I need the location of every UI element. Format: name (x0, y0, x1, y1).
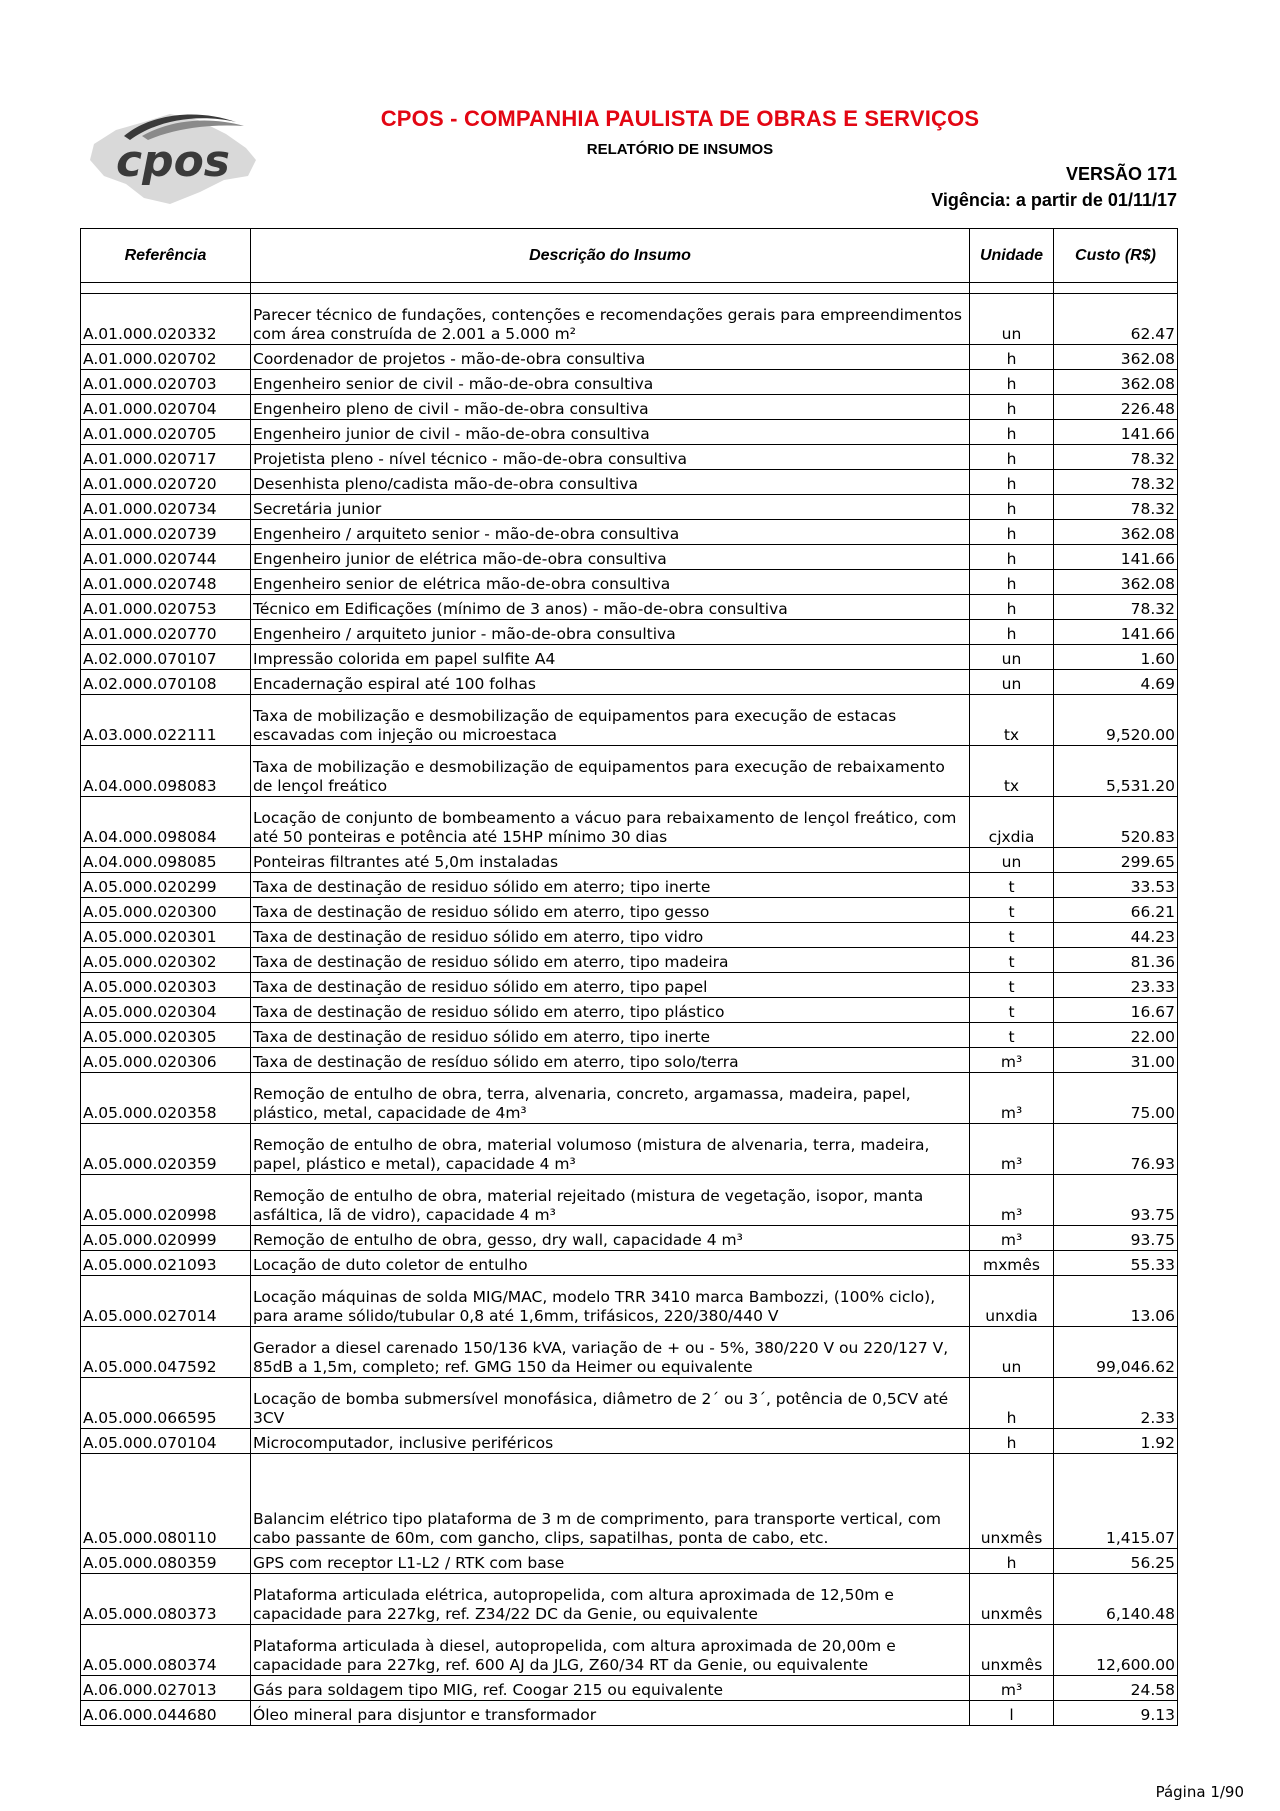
cell-descricao: Parecer técnico de fundações, contenções e recomendações gerais para empreendimentos com área construída de 2.001 a 5.000 m² (251, 294, 970, 345)
table-row (81, 1175, 1178, 1226)
cell-unidade: t (970, 923, 1054, 948)
table-row (81, 923, 1178, 948)
cell-descricao: GPS com receptor L1-L2 / RTK com base (251, 1549, 970, 1574)
table-row (81, 1676, 1178, 1701)
cell-unidade: un (970, 645, 1054, 670)
table-row (81, 998, 1178, 1023)
table-row (81, 395, 1178, 420)
cell-custo: 362.08 (1054, 520, 1178, 545)
cell-custo: 78.32 (1054, 595, 1178, 620)
cell-descricao: Desenhista pleno/cadista mão-de-obra consultiva (251, 470, 970, 495)
cell-custo: 141.66 (1054, 420, 1178, 445)
cell-custo: 22.00 (1054, 1023, 1178, 1048)
cell-referencia: A.01.000.020717 (81, 445, 251, 470)
cell-custo: 33.53 (1054, 873, 1178, 898)
cell-descricao: Plataforma articulada à diesel, autopropelida, com altura aproximada de 20,00m e capacidade para 227kg, ref. 600 AJ da JLG, Z60/34 RT da Genie, ou equivalente (251, 1625, 970, 1676)
cell-descricao: Taxa de destinação de residuo sólido em aterro, tipo papel (251, 973, 970, 998)
cell-descricao: Taxa de mobilização e desmobilização de equipamentos para execução de estacas escavadas com injeção ou microestaca (251, 695, 970, 746)
cell-referencia: A.05.000.020299 (81, 873, 251, 898)
table-row (81, 1574, 1178, 1625)
cell-unidade: tx (970, 695, 1054, 746)
cell-unidade: t (970, 873, 1054, 898)
header-referencia: Referência (81, 229, 251, 283)
cell-descricao: Coordenador de projetos - mão-de-obra consultiva (251, 345, 970, 370)
cell-unidade: t (970, 948, 1054, 973)
cell-custo: 13.06 (1054, 1276, 1178, 1327)
cell-custo: 76.93 (1054, 1124, 1178, 1175)
cell-custo: 1.92 (1054, 1429, 1178, 1454)
table-row (81, 898, 1178, 923)
cell-referencia: A.03.000.022111 (81, 695, 251, 746)
cell-unidade: h (970, 420, 1054, 445)
cell-unidade: h (970, 370, 1054, 395)
cell-descricao: Engenheiro senior de civil - mão-de-obra consultiva (251, 370, 970, 395)
cell-descricao: Plataforma articulada elétrica, autopropelida, com altura aproximada de 12,50m e capacidade para 227kg, ref. Z34/22 DC da Genie, ou equivalente (251, 1574, 970, 1625)
cell-custo: 62.47 (1054, 294, 1178, 345)
cell-descricao: Técnico em Edificações (mínimo de 3 anos) - mão-de-obra consultiva (251, 595, 970, 620)
cell-descricao: Locação de duto coletor de entulho (251, 1251, 970, 1276)
cell-descricao: Taxa de destinação de residuo sólido em aterro; tipo inerte (251, 873, 970, 898)
cell-unidade: t (970, 973, 1054, 998)
cpos-logo-wordmark: cpos (116, 136, 230, 187)
cell-descricao: Projetista pleno - nível técnico - mão-de-obra consultiva (251, 445, 970, 470)
cell-custo: 520.83 (1054, 797, 1178, 848)
table-row (81, 1251, 1178, 1276)
cell-unidade: h (970, 445, 1054, 470)
cell-referencia: A.05.000.020998 (81, 1175, 251, 1226)
cell-custo: 78.32 (1054, 445, 1178, 470)
cell-custo: 16.67 (1054, 998, 1178, 1023)
cell-referencia: A.05.000.020359 (81, 1124, 251, 1175)
cell-descricao: Engenheiro / arquiteto junior - mão-de-obra consultiva (251, 620, 970, 645)
table-row (81, 1023, 1178, 1048)
cell-unidade: h (970, 1378, 1054, 1429)
cell-unidade: l (970, 1701, 1054, 1726)
cell-descricao: Remoção de entulho de obra, gesso, dry wall, capacidade 4 m³ (251, 1226, 970, 1251)
cell-descricao: Locação de conjunto de bombeamento a vácuo para rebaixamento de lençol freático, com até 50 ponteiras e potência até 15HP mínimo 30 dias (251, 797, 970, 848)
cell-unidade: tx (970, 746, 1054, 797)
cell-unidade: h (970, 520, 1054, 545)
cell-unidade: h (970, 345, 1054, 370)
cell-unidade: h (970, 570, 1054, 595)
cell-unidade: unxmês (970, 1625, 1054, 1676)
cell-unidade: unxmês (970, 1454, 1054, 1549)
cell-custo: 2.33 (1054, 1378, 1178, 1429)
cell-descricao: Taxa de destinação de residuo sólido em aterro, tipo plástico (251, 998, 970, 1023)
spacer-cell (970, 283, 1054, 294)
table-row (81, 1701, 1178, 1726)
cell-unidade: unxdia (970, 1276, 1054, 1327)
cell-unidade: h (970, 595, 1054, 620)
cell-referencia: A.05.000.020303 (81, 973, 251, 998)
cell-referencia: A.04.000.098084 (81, 797, 251, 848)
cell-custo: 6,140.48 (1054, 1574, 1178, 1625)
cell-unidade: h (970, 1549, 1054, 1574)
cell-unidade: h (970, 620, 1054, 645)
cell-referencia: A.01.000.020770 (81, 620, 251, 645)
cpos-logo (86, 100, 258, 208)
table-row (81, 1048, 1178, 1073)
cell-referencia: A.01.000.020739 (81, 520, 251, 545)
cell-referencia: A.05.000.020358 (81, 1073, 251, 1124)
cell-descricao: Locação de bomba submersível monofásica, diâmetro de 2´ ou 3´, potência de 0,5CV até 3CV (251, 1378, 970, 1429)
cell-custo: 362.08 (1054, 370, 1178, 395)
cell-custo: 55.33 (1054, 1251, 1178, 1276)
cell-referencia: A.01.000.020704 (81, 395, 251, 420)
table-row (81, 294, 1178, 345)
cell-custo: 1.60 (1054, 645, 1178, 670)
cell-referencia: A.01.000.020753 (81, 595, 251, 620)
cell-referencia: A.02.000.070107 (81, 645, 251, 670)
cell-custo: 31.00 (1054, 1048, 1178, 1073)
cell-descricao: Taxa de destinação de residuo sólido em aterro, tipo madeira (251, 948, 970, 973)
cell-referencia: A.05.000.070104 (81, 1429, 251, 1454)
cell-unidade: cjxdia (970, 797, 1054, 848)
cell-referencia: A.05.000.020302 (81, 948, 251, 973)
report-subtitle: RELATÓRIO DE INSUMOS (586, 141, 774, 158)
validity-label: Vigência: a partir de 01/11/17 (931, 190, 1177, 210)
table-header-row (81, 229, 1178, 283)
spacer-cell (81, 283, 251, 294)
table-row (81, 420, 1178, 445)
cell-unidade: m³ (970, 1676, 1054, 1701)
table-row (81, 495, 1178, 520)
table-row (81, 470, 1178, 495)
cell-referencia: A.01.000.020744 (81, 545, 251, 570)
table-row (81, 848, 1178, 873)
cell-custo: 9.13 (1054, 1701, 1178, 1726)
cell-descricao: Óleo mineral para disjuntor e transformador (251, 1701, 970, 1726)
cell-descricao: Engenheiro pleno de civil - mão-de-obra consultiva (251, 395, 970, 420)
table-row (81, 1625, 1178, 1676)
cell-descricao: Taxa de destinação de resíduo sólido em aterro, tipo solo/terra (251, 1048, 970, 1073)
cell-descricao: Encadernação espiral até 100 folhas (251, 670, 970, 695)
cell-unidade: m³ (970, 1073, 1054, 1124)
cell-unidade: m³ (970, 1048, 1054, 1073)
cell-unidade: mxmês (970, 1251, 1054, 1276)
table-row (81, 797, 1178, 848)
cell-referencia: A.01.000.020702 (81, 345, 251, 370)
cell-referencia: A.01.000.020703 (81, 370, 251, 395)
cell-descricao: Microcomputador, inclusive periféricos (251, 1429, 970, 1454)
cell-referencia: A.01.000.020332 (81, 294, 251, 345)
table-row (81, 620, 1178, 645)
cell-unidade: t (970, 998, 1054, 1023)
cell-referencia: A.02.000.070108 (81, 670, 251, 695)
cell-referencia: A.05.000.027014 (81, 1276, 251, 1327)
cell-custo: 93.75 (1054, 1175, 1178, 1226)
cell-descricao: Engenheiro senior de elétrica mão-de-obra consultiva (251, 570, 970, 595)
cell-custo: 299.65 (1054, 848, 1178, 873)
cell-custo: 9,520.00 (1054, 695, 1178, 746)
cell-referencia: A.04.000.098083 (81, 746, 251, 797)
cell-referencia: A.05.000.020306 (81, 1048, 251, 1073)
table-row (81, 445, 1178, 470)
cell-unidade: m³ (970, 1175, 1054, 1226)
cell-descricao: Remoção de entulho de obra, material rejeitado (mistura de vegetação, isopor, manta asfáltica, lã de vidro), capacidade 4 m³ (251, 1175, 970, 1226)
table-row (81, 746, 1178, 797)
cell-unidade: t (970, 1023, 1054, 1048)
cell-descricao: Gás para soldagem tipo MIG, ref. Coogar 215 ou equivalente (251, 1676, 970, 1701)
table-row (81, 645, 1178, 670)
table-row (81, 1073, 1178, 1124)
table-row (81, 1429, 1178, 1454)
cell-descricao: Remoção de entulho de obra, terra, alvenaria, concreto, argamassa, madeira, papel, plástico, metal, capacidade de 4m³ (251, 1073, 970, 1124)
cell-referencia: A.05.000.047592 (81, 1327, 251, 1378)
cell-descricao: Engenheiro junior de elétrica mão-de-obra consultiva (251, 545, 970, 570)
cell-referencia: A.05.000.066595 (81, 1378, 251, 1429)
table-row (81, 1327, 1178, 1378)
cell-referencia: A.05.000.020999 (81, 1226, 251, 1251)
header-custo: Custo (R$) (1054, 229, 1178, 283)
cell-descricao: Taxa de mobilização e desmobilização de equipamentos para execução de rebaixamento de lençol freático (251, 746, 970, 797)
cell-descricao: Locação máquinas de solda MIG/MAC, modelo TRR 3410 marca Bambozzi, (100% ciclo), para arame sólido/tubular 0,8 até 1,6mm, trifásicos, 220/380/440 V (251, 1276, 970, 1327)
cell-custo: 44.23 (1054, 923, 1178, 948)
cell-referencia: A.05.000.080373 (81, 1574, 251, 1625)
cell-referencia: A.01.000.020748 (81, 570, 251, 595)
page-number: Página 1/90 (1155, 1783, 1244, 1801)
cell-unidade: un (970, 294, 1054, 345)
spacer-cell (1054, 283, 1178, 294)
table-row (81, 570, 1178, 595)
table-row (81, 948, 1178, 973)
cell-descricao: Impressão colorida em papel sulfite A4 (251, 645, 970, 670)
table-row (81, 370, 1178, 395)
cell-unidade: h (970, 395, 1054, 420)
cell-descricao: Remoção de entulho de obra, material volumoso (mistura de alvenaria, terra, madeira, papel, plástico e metal), capacidade 4 m³ (251, 1124, 970, 1175)
cell-descricao: Gerador a diesel carenado 150/136 kVA, variação de + ou - 5%, 380/220 V ou 220/127 V, 85dB a 1,5m, completo; ref. GMG 150 da Heimer ou equivalente (251, 1327, 970, 1378)
report-title: CPOS - COMPANHIA PAULISTA DE OBRAS E SERVIÇOS (380, 106, 980, 131)
cell-unidade: t (970, 898, 1054, 923)
table-row (81, 670, 1178, 695)
version-label: VERSÃO 171 (1065, 164, 1177, 184)
cell-referencia: A.05.000.020300 (81, 898, 251, 923)
spacer-cell (251, 283, 970, 294)
cell-referencia: A.06.000.044680 (81, 1701, 251, 1726)
cell-custo: 4.69 (1054, 670, 1178, 695)
table-row (81, 1226, 1178, 1251)
cell-custo: 78.32 (1054, 470, 1178, 495)
cell-custo: 362.08 (1054, 345, 1178, 370)
header-unidade: Unidade (970, 229, 1054, 283)
insumos-table (80, 228, 1178, 1726)
cell-referencia: A.05.000.021093 (81, 1251, 251, 1276)
cell-referencia: A.01.000.020734 (81, 495, 251, 520)
table-row (81, 1378, 1178, 1429)
cell-referencia: A.01.000.020705 (81, 420, 251, 445)
table-row (81, 545, 1178, 570)
cell-unidade: h (970, 1429, 1054, 1454)
cell-custo: 75.00 (1054, 1073, 1178, 1124)
cell-custo: 5,531.20 (1054, 746, 1178, 797)
cell-custo: 1,415.07 (1054, 1454, 1178, 1549)
table-row (81, 520, 1178, 545)
cell-custo: 24.58 (1054, 1676, 1178, 1701)
cell-unidade: h (970, 495, 1054, 520)
cell-custo: 81.36 (1054, 948, 1178, 973)
cell-custo: 66.21 (1054, 898, 1178, 923)
cell-unidade: h (970, 470, 1054, 495)
table-row (81, 345, 1178, 370)
cell-referencia: A.06.000.027013 (81, 1676, 251, 1701)
table-spacer-row (81, 283, 1178, 294)
cell-custo: 141.66 (1054, 620, 1178, 645)
cell-descricao: Engenheiro / arquiteto senior - mão-de-obra consultiva (251, 520, 970, 545)
table-row (81, 1124, 1178, 1175)
cell-referencia: A.05.000.080110 (81, 1454, 251, 1549)
cell-referencia: A.05.000.020304 (81, 998, 251, 1023)
table-row (81, 1549, 1178, 1574)
cell-descricao: Taxa de destinação de residuo sólido em aterro, tipo vidro (251, 923, 970, 948)
cell-unidade: unxmês (970, 1574, 1054, 1625)
cell-descricao: Engenheiro junior de civil - mão-de-obra consultiva (251, 420, 970, 445)
cell-referencia: A.05.000.080374 (81, 1625, 251, 1676)
cell-descricao: Ponteiras filtrantes até 5,0m instaladas (251, 848, 970, 873)
cell-custo: 226.48 (1054, 395, 1178, 420)
table-row (81, 873, 1178, 898)
table-row (81, 695, 1178, 746)
cell-referencia: A.04.000.098085 (81, 848, 251, 873)
cell-unidade: un (970, 670, 1054, 695)
cell-custo: 12,600.00 (1054, 1625, 1178, 1676)
cell-unidade: m³ (970, 1124, 1054, 1175)
cell-referencia: A.05.000.020301 (81, 923, 251, 948)
cell-descricao: Secretária junior (251, 495, 970, 520)
table-row (81, 1454, 1178, 1549)
cell-custo: 99,046.62 (1054, 1327, 1178, 1378)
cell-descricao: Taxa de destinação de residuo sólido em aterro, tipo inerte (251, 1023, 970, 1048)
cell-unidade: un (970, 1327, 1054, 1378)
table-row (81, 1276, 1178, 1327)
table-row (81, 973, 1178, 998)
header-descricao: Descrição do Insumo (251, 229, 970, 283)
cell-custo: 56.25 (1054, 1549, 1178, 1574)
cell-custo: 362.08 (1054, 570, 1178, 595)
cell-descricao: Taxa de destinação de residuo sólido em aterro, tipo gesso (251, 898, 970, 923)
cell-unidade: un (970, 848, 1054, 873)
cell-referencia: A.05.000.080359 (81, 1549, 251, 1574)
cell-custo: 23.33 (1054, 973, 1178, 998)
cell-descricao: Balancim elétrico tipo plataforma de 3 m de comprimento, para transporte vertical, com cabo passante de 60m, com gancho, clips, sapatilhas, ponta de cabo, etc. (251, 1454, 970, 1549)
cell-unidade: h (970, 545, 1054, 570)
cell-custo: 78.32 (1054, 495, 1178, 520)
cell-custo: 141.66 (1054, 545, 1178, 570)
cpos-logo-graphic (86, 100, 258, 208)
table-row (81, 595, 1178, 620)
cell-referencia: A.05.000.020305 (81, 1023, 251, 1048)
cell-unidade: m³ (970, 1226, 1054, 1251)
cell-custo: 93.75 (1054, 1226, 1178, 1251)
cell-referencia: A.01.000.020720 (81, 470, 251, 495)
